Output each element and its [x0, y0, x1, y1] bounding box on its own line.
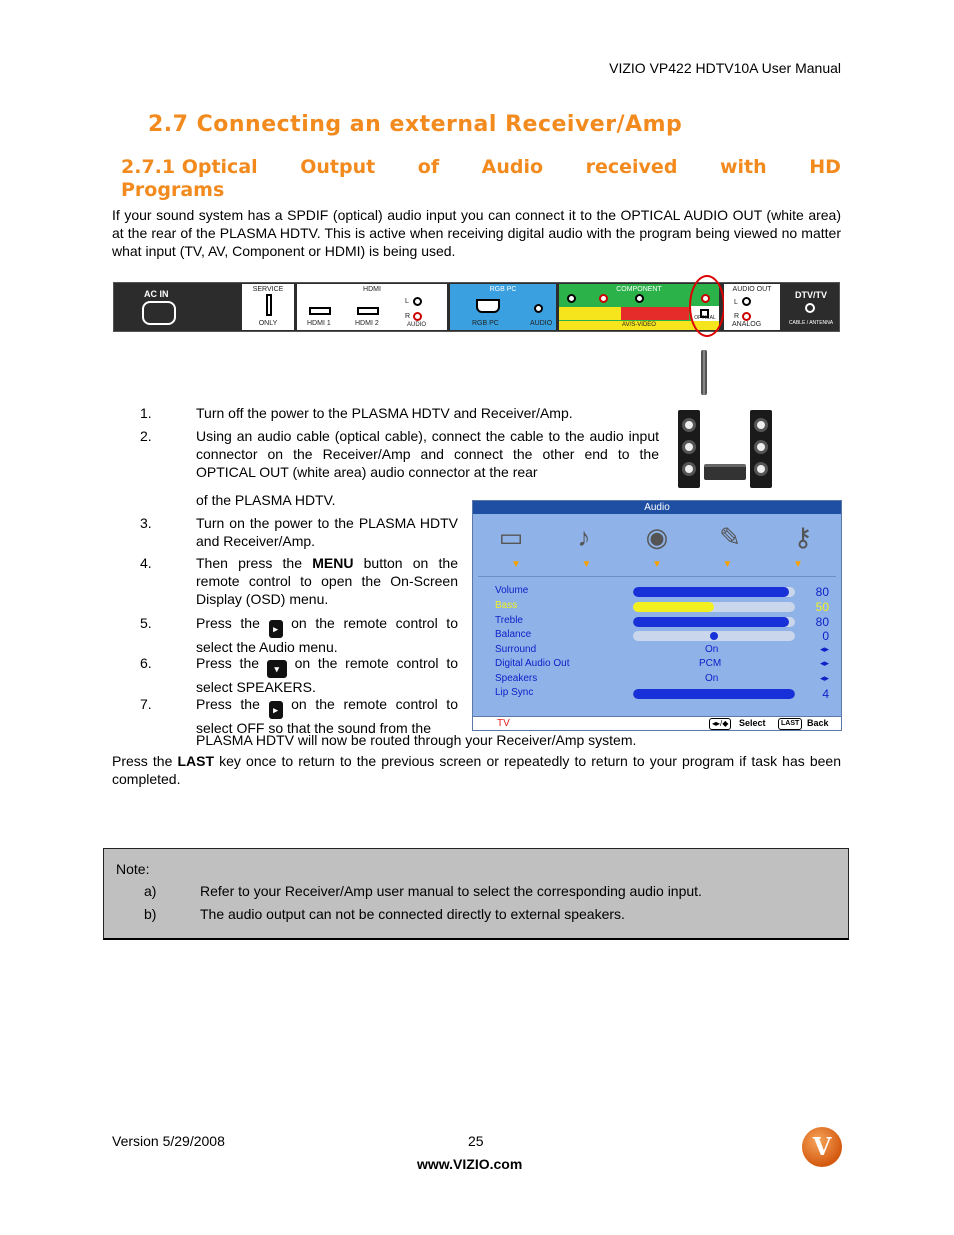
- component-jack-icon: [635, 294, 644, 303]
- optical-highlight-circle: [689, 275, 725, 337]
- osd-row-balance[interactable]: Balance 0: [495, 629, 829, 643]
- speaker-right-icon: [750, 410, 772, 488]
- osd-menu-arrows: [508, 559, 806, 571]
- service-only-label: ONLY: [258, 320, 278, 327]
- dtv-label: DTV/TV: [794, 290, 827, 300]
- avs-video-label: AV/S-VIDEO: [559, 321, 719, 330]
- speaker-left-icon: [678, 410, 700, 488]
- osd-source-label: TV: [497, 718, 510, 729]
- rgb-pc-title: RGB PC: [489, 286, 517, 293]
- ac-in-block: [118, 286, 184, 328]
- subtitle-line2: Programs: [121, 179, 225, 201]
- chevron-down-icon: ▼: [722, 559, 733, 570]
- osd-footer: [473, 716, 841, 730]
- osd-row-digital-audio-out[interactable]: Digital Audio Out PCM ◂▸: [495, 658, 829, 669]
- footer-page-number: 25: [468, 1133, 484, 1149]
- hdmi-audio-l-jack-icon: [413, 297, 422, 306]
- hdmi-label: HDMI: [363, 286, 381, 293]
- down-arrow-key-icon: ▾: [267, 660, 287, 678]
- component-jack-icon: [567, 294, 576, 303]
- subtitle-word: of: [417, 156, 440, 178]
- av-red-area: [621, 307, 689, 320]
- setup-icon: ✎: [719, 522, 741, 552]
- note-item-index: a): [144, 883, 157, 899]
- note-box: [103, 848, 849, 940]
- receiver-unit-icon: [704, 464, 746, 480]
- audio-icon: ♪: [577, 522, 591, 552]
- rgb-pc-block: [450, 284, 556, 330]
- osd-row-bass[interactable]: Bass 50: [495, 600, 829, 614]
- note-title: Note:: [116, 861, 150, 877]
- receiver-speakers-illustration: [676, 408, 776, 490]
- note-item-text: Refer to your Receiver/Amp user manual to select the corresponding audio input.: [200, 883, 702, 899]
- intro-paragraph: If your sound system has a SPDIF (optical) audio input you can connect it to the OPTICAL AUDIO OUT (white area) at the rear of the PLASMA HDTV. This is active when receiving digital audio with the program being viewed no matter what input (TV, AV, Component or HDMI) is being used.: [112, 207, 841, 259]
- hdmi1-port-icon: [309, 307, 331, 315]
- chevron-down-icon: ▼: [652, 559, 662, 570]
- service-port-icon: [266, 294, 272, 316]
- osd-slider: [633, 602, 795, 612]
- ac-in-label: AC IN: [144, 289, 169, 299]
- osd-divider: [478, 576, 836, 577]
- osd-back-label: Back: [807, 718, 829, 728]
- hdmi2-label: HDMI 2: [355, 320, 379, 327]
- cable-antenna-label: CABLE / ANTENNA: [788, 320, 834, 326]
- vga-port-icon: [476, 299, 500, 313]
- last-key-icon: LAST: [778, 718, 802, 730]
- osd-row-treble[interactable]: Treble 80: [495, 615, 829, 629]
- chevron-down-icon: ▼: [511, 559, 521, 570]
- subsection-title: [121, 156, 841, 202]
- subtitle-word: Audio: [481, 156, 544, 178]
- right-arrow-key-icon: ▸: [269, 620, 283, 638]
- hdmi-audio-label: AUDIO: [407, 322, 427, 328]
- rgb-audio-label: AUDIO: [530, 320, 553, 327]
- last-key-label: LAST: [177, 753, 215, 769]
- rear-panel-illustration: [113, 282, 840, 332]
- power-socket-icon: [142, 301, 176, 325]
- subtitle-word: 2.7.1 Optical: [121, 156, 258, 178]
- audio-out-l-jack-icon: [742, 297, 751, 306]
- audio-out-label: AUDIO OUT: [732, 286, 772, 293]
- osd-row-volume[interactable]: Volume 80: [495, 585, 829, 599]
- chevron-down-icon: ▼: [581, 559, 592, 570]
- osd-menu-icons: [493, 519, 821, 559]
- component-label: COMPONENT: [616, 286, 662, 293]
- right-arrow-key-icon: ▸: [269, 701, 283, 719]
- left-right-arrows-icon: ◂▸: [819, 673, 829, 683]
- left-right-arrows-icon: ◂▸: [819, 644, 829, 654]
- subtitle-word: HD: [809, 156, 841, 178]
- chevron-down-icon: ▼: [793, 559, 803, 570]
- rgb-pc-label: RGB PC: [472, 320, 499, 327]
- vizio-logo-letter: V: [812, 1132, 832, 1161]
- subtitle-word: with: [719, 156, 767, 178]
- audio-out-block: [724, 284, 780, 330]
- osd-row-surround[interactable]: Surround On ◂▸: [495, 644, 829, 655]
- footer-url[interactable]: www.VIZIO.com: [417, 1156, 523, 1172]
- tv-icon: ◉: [645, 522, 669, 552]
- analog-label: ANALOG: [732, 321, 762, 328]
- menu-key-label: MENU: [312, 555, 354, 571]
- vizio-logo: [802, 1127, 842, 1167]
- left-right-arrows-icon: ◂▸: [819, 658, 829, 668]
- manual-title: VIZIO VP422 HDTV10A User Manual: [609, 60, 841, 76]
- return-instruction: Press the LAST key once to return to the previous screen or repeatedly to return to your program if task has been completed.: [112, 753, 841, 787]
- nav-arrows-icon: ◂▸/◆: [709, 718, 731, 730]
- rgb-audio-jack-icon: [534, 304, 543, 313]
- subtitle-word: Output: [300, 156, 376, 178]
- osd-slider: [633, 617, 795, 627]
- antenna-jack-icon: [805, 303, 815, 313]
- dtv-block: [783, 285, 839, 329]
- parental-icon: ⚷: [793, 522, 813, 552]
- component-jack-icon: [599, 294, 608, 303]
- audio-osd-menu: [472, 500, 842, 731]
- hdmi-block: [297, 284, 447, 330]
- osd-select-label: Select: [739, 718, 766, 728]
- audio-out-l-label: L: [734, 299, 738, 306]
- hdmi2-port-icon: [357, 307, 379, 315]
- osd-title: Audio: [473, 501, 841, 514]
- audio-out-r-jack-icon: [742, 312, 751, 321]
- osd-slider: [633, 631, 795, 641]
- osd-row-lip-sync[interactable]: Lip Sync 4: [495, 687, 829, 701]
- picture-icon: ▭: [498, 522, 524, 552]
- osd-slider: [633, 689, 795, 699]
- optical-cable-icon: [701, 350, 707, 395]
- note-item-text: The audio output can not be connected directly to external speakers.: [200, 906, 625, 922]
- footer-version: Version 5/29/2008: [112, 1133, 225, 1149]
- hdmi-audio-r-jack-icon: [413, 312, 422, 321]
- audio-out-r-label: R: [734, 313, 740, 320]
- osd-slider: [633, 587, 795, 597]
- service-block: [242, 284, 294, 330]
- hdmi1-label: HDMI 1: [307, 320, 331, 327]
- note-item-index: b): [144, 906, 157, 922]
- subtitle-word: received: [585, 156, 678, 178]
- section-title: 2.7 Connecting an external Receiver/Amp: [148, 112, 683, 137]
- hdmi-audio-l-label: L: [405, 298, 409, 305]
- service-label: SERVICE: [252, 286, 284, 293]
- optical-label: OPTICAL: [694, 315, 716, 321]
- osd-row-speakers[interactable]: Speakers On ◂▸: [495, 673, 829, 684]
- hdmi-audio-r-label: R: [405, 313, 411, 320]
